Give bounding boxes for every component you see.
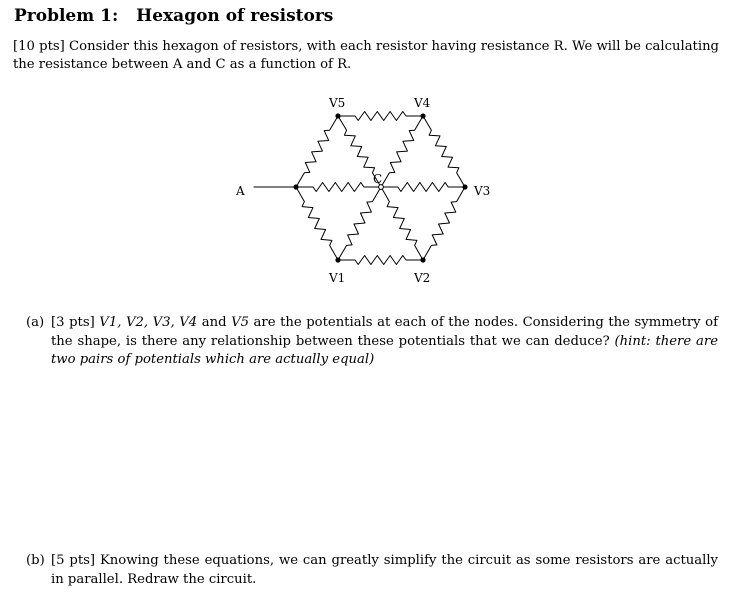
part-b-text: Knowing these equations, we can greatly simplify the circuit as some resistors are actually in parallel. Redraw the circuit. bbox=[51, 553, 718, 587]
part-b-points: [5 pts] bbox=[51, 553, 96, 568]
node-v5 bbox=[335, 113, 340, 118]
resistor-a-v1 bbox=[296, 187, 338, 260]
part-a-hint: (hint: there are two pairs of potentials which are actually equal) bbox=[51, 333, 718, 367]
node-v2 bbox=[420, 257, 425, 262]
resistor-v3-v2 bbox=[423, 187, 465, 260]
label-v3: V3 bbox=[474, 184, 491, 198]
problem-title: Hexagon of resistors bbox=[136, 6, 334, 26]
resistor-c-v3 bbox=[381, 183, 465, 192]
resistor-a-v5 bbox=[296, 116, 338, 187]
resistor-v4-v3 bbox=[423, 116, 465, 187]
part-a bbox=[26, 314, 718, 370]
label-v5: V5 bbox=[329, 96, 346, 110]
part-a-and: and bbox=[201, 315, 227, 330]
resistor-v1-v2 bbox=[338, 256, 423, 265]
resistor-v5-v4 bbox=[338, 112, 423, 121]
part-a-points: [3 pts] bbox=[51, 315, 95, 330]
part-b bbox=[26, 552, 718, 589]
node-v4 bbox=[420, 113, 425, 118]
resistor-a-c bbox=[296, 183, 381, 192]
label-v1: V1 bbox=[329, 271, 346, 285]
label-v2: V2 bbox=[414, 271, 431, 285]
resistor-v2-c bbox=[381, 187, 423, 260]
label-c: C bbox=[373, 172, 383, 186]
intro-points: [10 pts] bbox=[13, 39, 65, 54]
part-a-tag: (a) bbox=[26, 315, 45, 330]
node-v1 bbox=[335, 257, 340, 262]
node-v3 bbox=[462, 184, 467, 189]
resistor-v4-c bbox=[381, 116, 423, 187]
label-a: A bbox=[236, 184, 245, 198]
intro-text: Consider this hexagon of resistors, with each resistor having resistance R. We will be calculating the resistance between A and C as a function of R. bbox=[13, 39, 720, 72]
part-b-tag: (b) bbox=[26, 553, 45, 568]
part-a-v5: V5 bbox=[231, 315, 249, 330]
part-a-potentials: V1, V2, V3, V4 bbox=[99, 315, 198, 330]
resistor-v1-c bbox=[338, 187, 381, 260]
label-v4: V4 bbox=[414, 96, 431, 110]
node-a bbox=[293, 184, 298, 189]
part-a-question: are the potentials at each of the nodes. Considering the symmetry of the shape, is there any relationship between these potentials that we can deduce? bbox=[51, 315, 718, 349]
resistor-hexagon-figure bbox=[0, 0, 746, 300]
problem-number: Problem 1: bbox=[14, 6, 119, 26]
